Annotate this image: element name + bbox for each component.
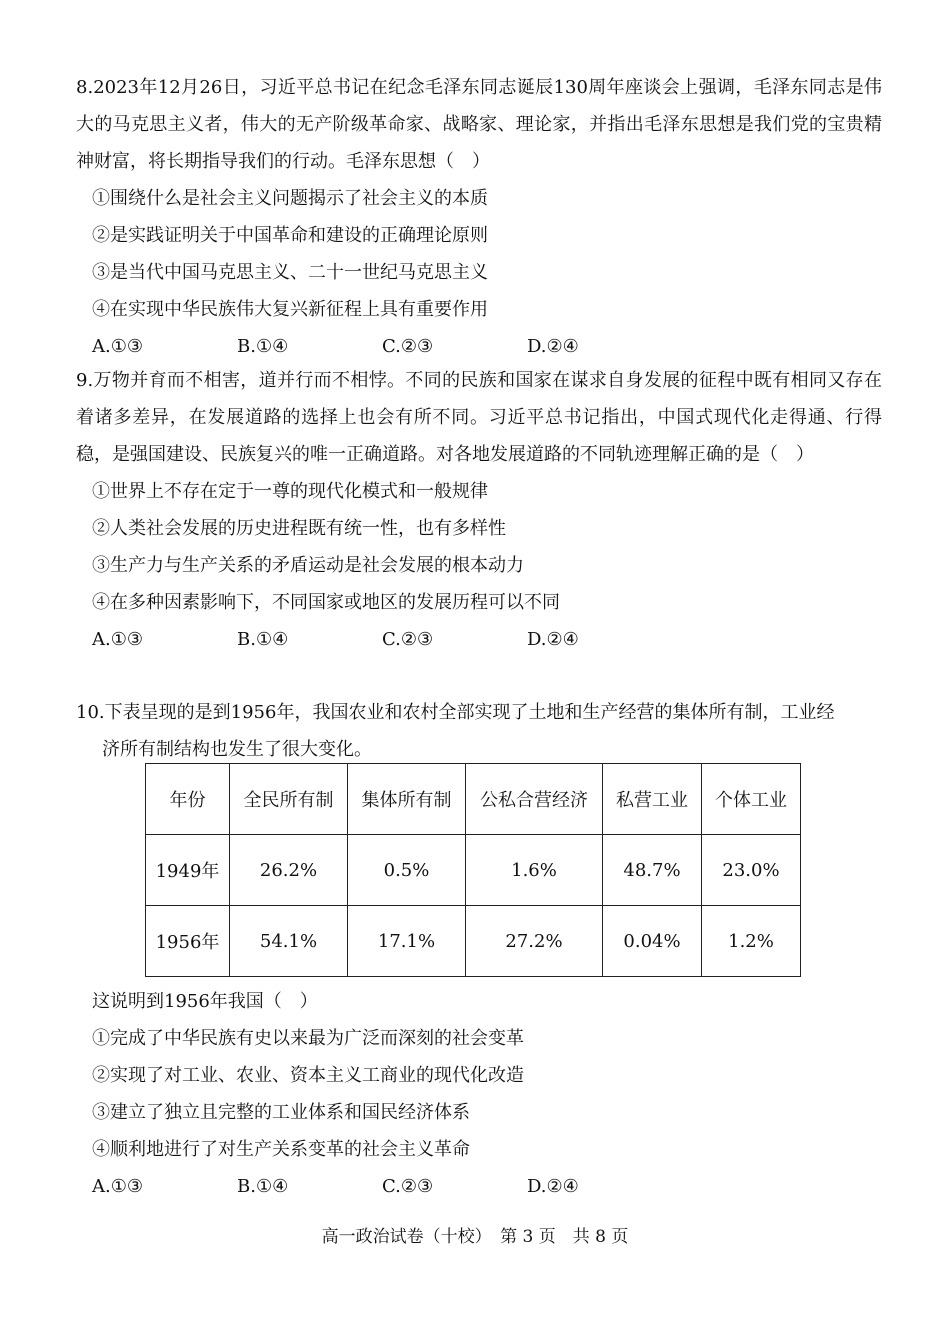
table-cell: 0.04%: [603, 906, 702, 977]
option-2: ②是实践证明关于中国革命和建设的正确理论原则: [92, 225, 488, 246]
choice-a[interactable]: A.①③: [92, 629, 143, 650]
page-footer: 高一政治试卷（十校） 第 3 页 共 8 页: [321, 1227, 629, 1247]
table-cell: 27.2%: [466, 906, 603, 977]
header-collective: 集体所有制: [348, 764, 466, 835]
option-2: ②实现了对工业、农业、资本主义工商业的现代化改造: [92, 1065, 524, 1086]
ownership-table: [145, 763, 801, 977]
table-cell: 1.6%: [466, 835, 603, 906]
question-number: 8.: [76, 77, 94, 98]
question-text-line2: 济所有制结构也发生了很大变化。: [102, 739, 372, 760]
answer-choices: [76, 328, 882, 365]
table-row: [146, 835, 801, 906]
header-private: 私营工业: [603, 764, 702, 835]
option-3: ③建立了独立且完整的工业体系和国民经济体系: [92, 1102, 470, 1123]
choice-a[interactable]: A.①③: [92, 336, 143, 357]
option-3: ③是当代中国马克思主义、二十一世纪马克思主义: [92, 262, 488, 283]
choice-c[interactable]: C.②③: [382, 629, 434, 650]
question-10: [76, 694, 882, 768]
header-joint: 公私合营经济: [466, 764, 603, 835]
option-2: ②人类社会发展的历史进程既有统一性，也有多样性: [92, 518, 506, 539]
choice-d[interactable]: D.②④: [527, 629, 579, 650]
option-1: ①完成了中华民族有史以来最为广泛而深刻的社会变革: [92, 1028, 524, 1049]
header-individual: 个体工业: [702, 764, 801, 835]
choice-b[interactable]: B.①④: [237, 629, 289, 650]
question-8-stem: [76, 69, 882, 180]
question-8: [76, 69, 882, 365]
choice-b[interactable]: B.①④: [237, 1176, 289, 1197]
header-state-owned: 全民所有制: [230, 764, 348, 835]
table-cell: 1949年: [146, 835, 230, 906]
choice-b[interactable]: B.①④: [237, 336, 289, 357]
question-number: 10.: [76, 702, 105, 723]
answer-choices: [76, 621, 882, 658]
table-cell: 1.2%: [702, 906, 801, 977]
header-year: 年份: [146, 764, 230, 835]
table-cell: 23.0%: [702, 835, 801, 906]
option-3: ③生产力与生产关系的矛盾运动是社会发展的根本动力: [92, 555, 524, 576]
question-10-continued: [76, 983, 882, 1205]
table-cell: 26.2%: [230, 835, 348, 906]
question-text-line1: 下表呈现的是到1956年，我国农业和农村全部实现了土地和生产经营的集体所有制，工业经: [104, 702, 835, 723]
choice-c[interactable]: C.②③: [382, 336, 434, 357]
question-text: 2023年12月26日，习近平总书记在纪念毛泽东同志诞辰130周年座谈会上强调，毛泽东同志是伟大的马克思主义者，伟大的无产阶级革命家、战略家、理论家，并指出毛泽东思想是我们党的宝贵精神财富，将长期指导我们的行动。毛泽东思想（ ）: [76, 77, 882, 172]
table-cell: 0.5%: [348, 835, 466, 906]
answer-choices: [76, 1168, 882, 1205]
option-4: ④在多种因素影响下，不同国家或地区的发展历程可以不同: [92, 592, 560, 613]
question-10-prompt: 这说明到1956年我国（ ）: [92, 991, 318, 1012]
choice-d[interactable]: D.②④: [527, 1176, 579, 1197]
table-header-row: [146, 764, 801, 835]
question-9: [76, 362, 882, 658]
table-cell: 48.7%: [603, 835, 702, 906]
table-cell: 54.1%: [230, 906, 348, 977]
option-4: ④顺利地进行了对生产关系变革的社会主义革命: [92, 1139, 470, 1160]
choice-d[interactable]: D.②④: [527, 336, 579, 357]
question-number: 9.: [76, 370, 94, 391]
option-1: ①世界上不存在定于一尊的现代化模式和一般规律: [92, 481, 488, 502]
table-cell: 1956年: [146, 906, 230, 977]
table-row: [146, 906, 801, 977]
question-text: 万物并育而不相害，道并行而不相悖。不同的民族和国家在谋求自身发展的征程中既有相同又存在着诸多差异，在发展道路的选择上也会有所不同。习近平总书记指出，中国式现代化走得通、行得稳，是强国建设、民族复兴的唯一正确道路。对各地发展道路的不同轨迹理解正确的是（ ）: [76, 370, 882, 465]
table-cell: 17.1%: [348, 906, 466, 977]
option-1: ①围绕什么是社会主义问题揭示了社会主义的本质: [92, 188, 488, 209]
choice-a[interactable]: A.①③: [92, 1176, 143, 1197]
question-9-stem: [76, 362, 882, 473]
choice-c[interactable]: C.②③: [382, 1176, 434, 1197]
option-4: ④在实现中华民族伟大复兴新征程上具有重要作用: [92, 299, 488, 320]
question-10-stem: [76, 694, 882, 731]
